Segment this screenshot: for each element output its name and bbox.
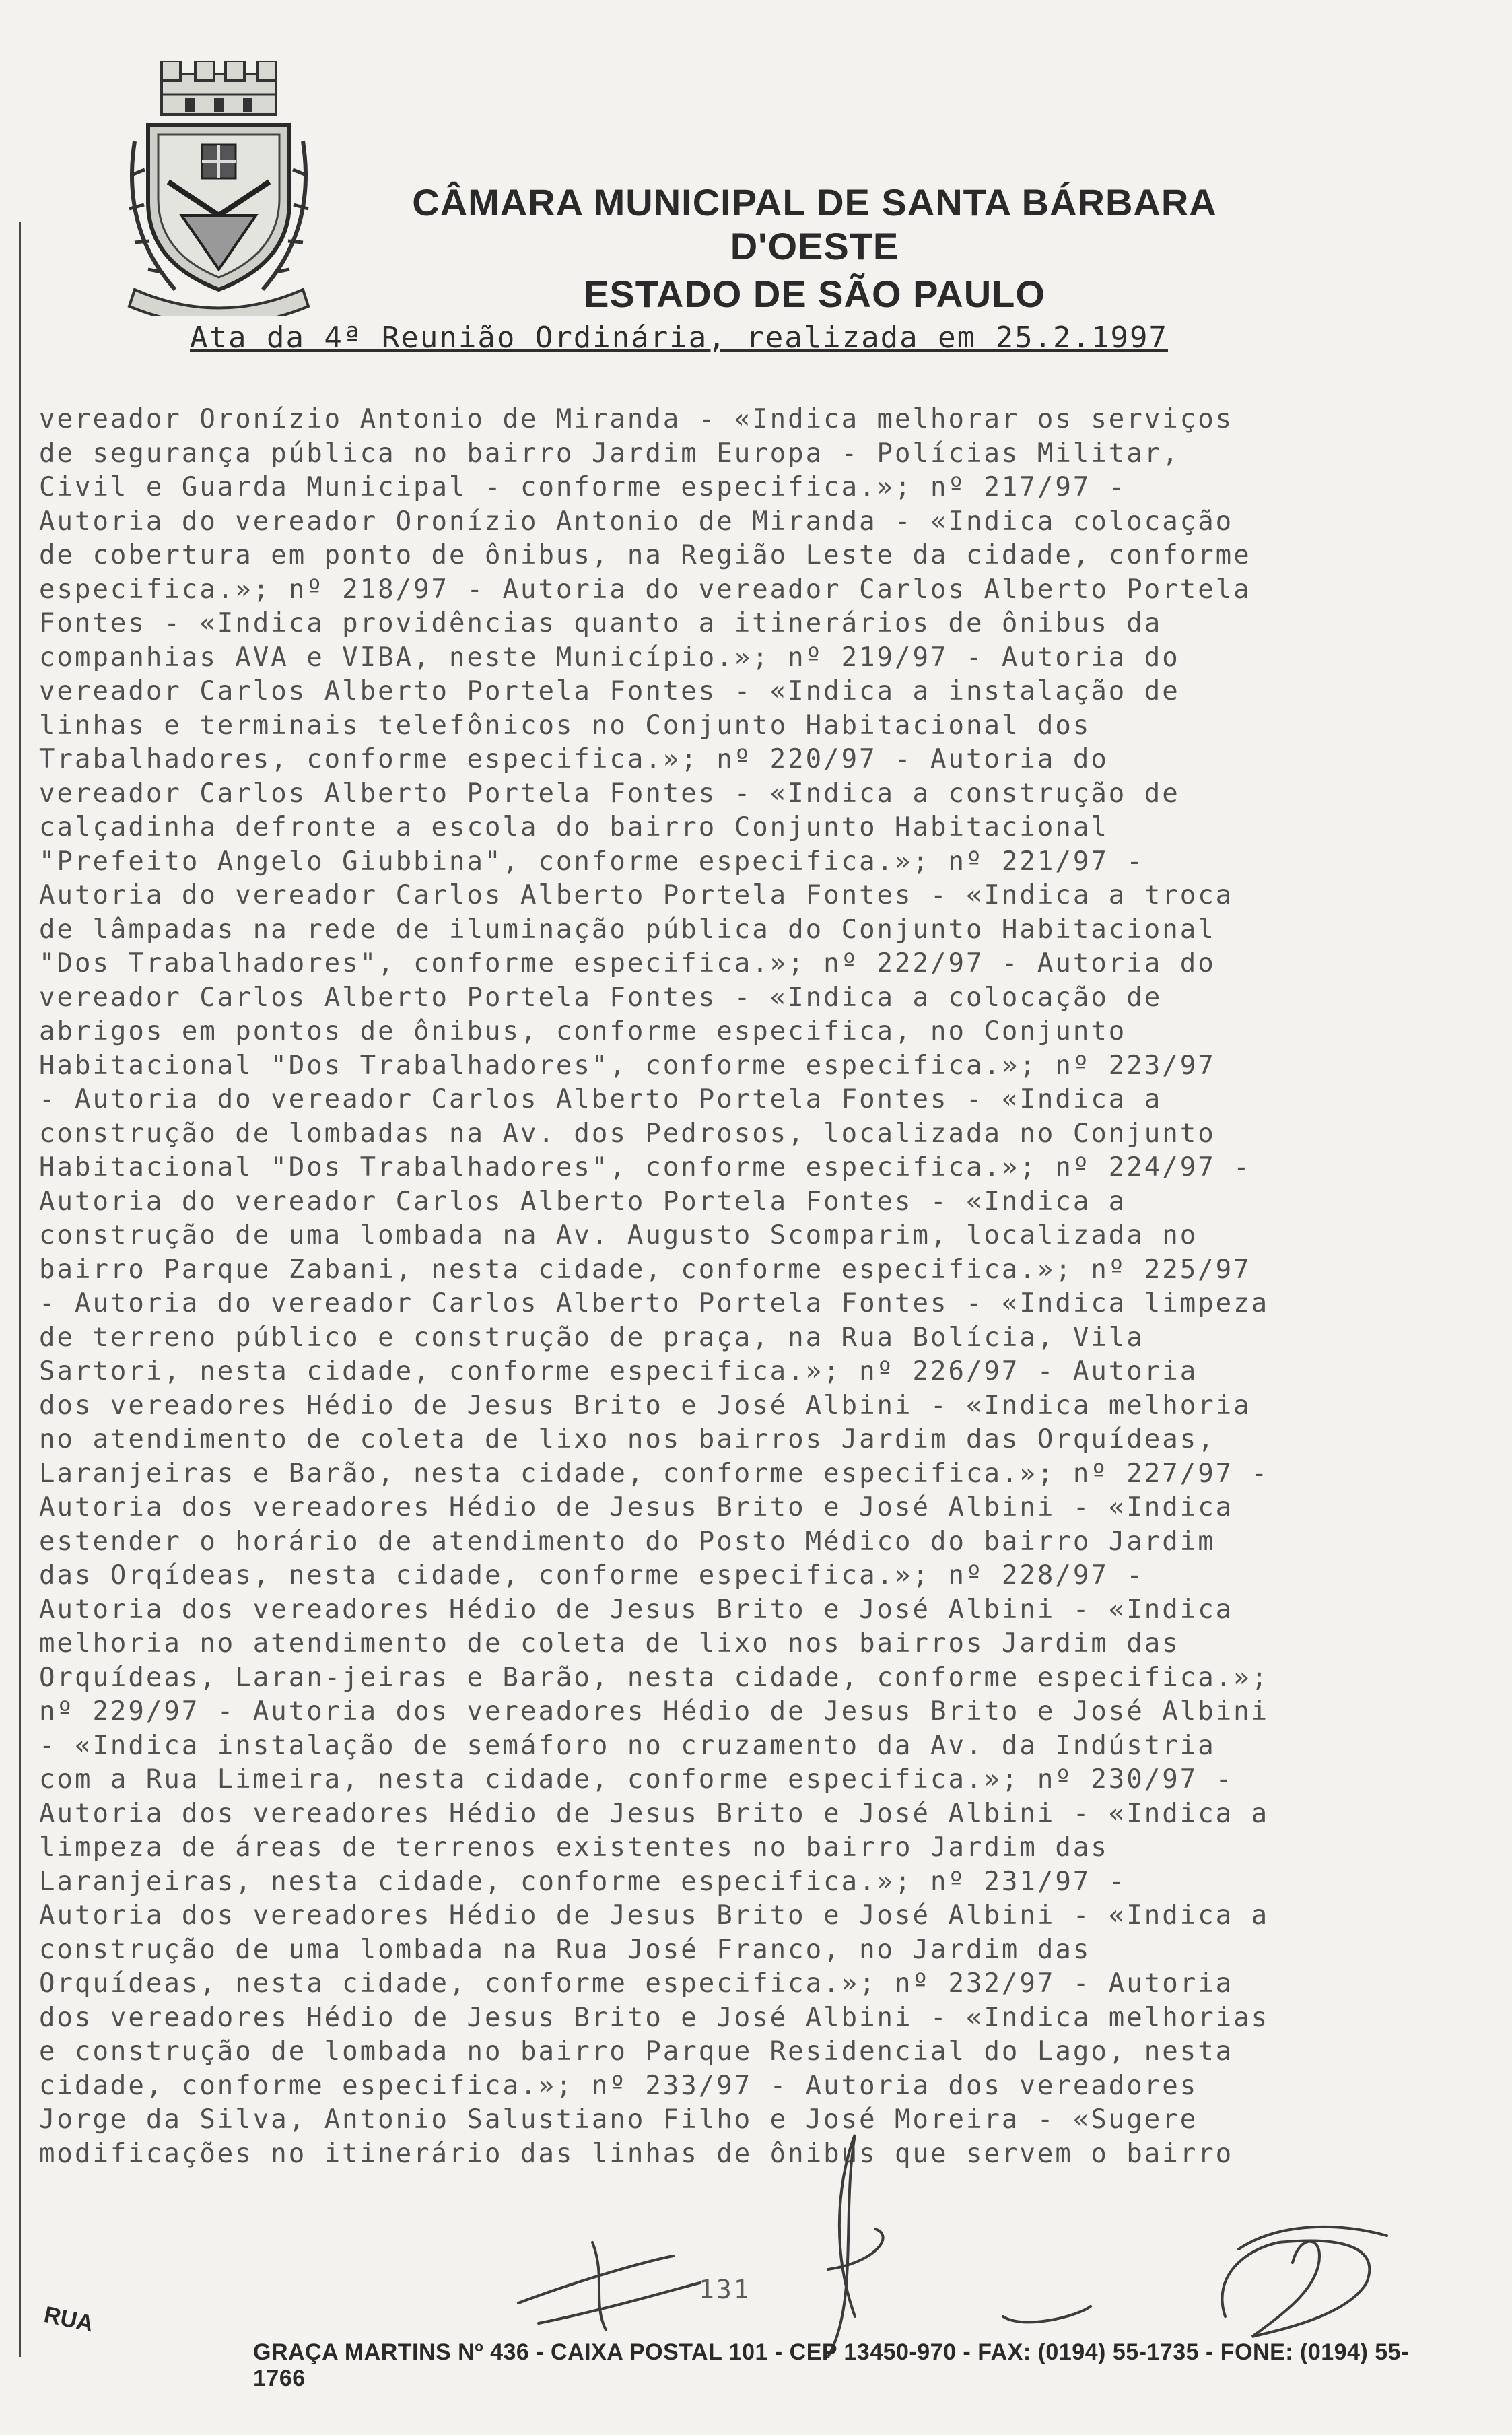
minutes-line: "Dos Trabalhadores", conforme especifica.»; nº 222/97 - Autoria do xyxy=(39,948,1216,978)
minutes-line: - Autoria do vereador Carlos Alberto Portela Fontes - «Indica a xyxy=(39,1084,1163,1114)
minutes-line: Habitacional "Dos Trabalhadores", conforme especifica.»; nº 223/97 xyxy=(39,1050,1216,1081)
minutes-line: Autoria do vereador Carlos Alberto Portela Fontes - «Indica a xyxy=(39,1186,1127,1217)
minutes-line: - Autoria do vereador Carlos Alberto Portela Fontes - «Indica limpeza xyxy=(39,1288,1270,1319)
minutes-line: especifica.»; nº 218/97 - Autoria do vereador Carlos Alberto Portela xyxy=(39,574,1251,605)
footer-contact: GRAÇA MARTINS Nº 436 - CAIXA POSTAL 101 - CEP 13450-970 - FAX: (0194) 55-1735 - FONE: (0194) 55-1766 xyxy=(253,2339,1409,2391)
footer-address xyxy=(42,2302,1461,2391)
organization-header xyxy=(377,180,1252,316)
minutes-line: Autoria dos vereadores Hédio de Jesus Brito e José Albini - «Indica a xyxy=(39,1798,1270,1829)
minutes-line: "Prefeito Angelo Giubbina", conforme especifica.»; nº 221/97 - xyxy=(39,846,1144,877)
minutes-line: - «Indica instalação de semáforo no cruzamento da Av. da Indústria xyxy=(39,1730,1216,1761)
minutes-line: de lâmpadas na rede de iluminação pública do Conjunto Habitacional xyxy=(39,914,1216,945)
organization-name: CÂMARA MUNICIPAL DE SANTA BÁRBARA D'OESTE xyxy=(412,181,1217,267)
minutes-line: vereador Carlos Alberto Portela Fontes - «Indica a instalação de xyxy=(39,676,1180,706)
minutes-line: Autoria dos vereadores Hédio de Jesus Brito e José Albini - «Indica xyxy=(39,1594,1234,1625)
minutes-line: companhias AVA e VIBA, neste Município.»; nº 219/97 - Autoria do xyxy=(39,642,1180,673)
page-number: 131 xyxy=(699,2275,751,2304)
minutes-line: vereador Oronízio Antonio de Miranda - «Indica melhorar os serviços xyxy=(39,404,1234,434)
minutes-line: calçadinha defronte a escola do bairro Conjunto Habitacional xyxy=(39,812,1109,842)
minutes-line: Orquídeas, Laran-jeiras e Barão, nesta cidade, conforme especifica.»; xyxy=(39,1662,1270,1693)
minutes-line: com a Rua Limeira, nesta cidade, conforme especifica.»; nº 230/97 - xyxy=(39,1764,1234,1795)
minutes-line: Laranjeiras, nesta cidade, conforme especifica.»; nº 231/97 - xyxy=(39,1866,1127,1897)
minutes-title: Ata da 4ª Reunião Ordinária, realizada em 25.2.1997 xyxy=(190,321,1169,355)
minutes-line: Autoria do vereador Oronízio Antonio de Miranda - «Indica colocação xyxy=(39,506,1234,537)
minutes-line: bairro Parque Zabani, nesta cidade, conforme especifica.»; nº 225/97 xyxy=(39,1254,1251,1285)
minutes-line: estender o horário de atendimento do Posto Médico do bairro Jardim xyxy=(39,1526,1216,1557)
footer-street-prefix: RUA xyxy=(42,2302,96,2337)
minutes-line: de terreno público e construção de praça, na Rua Bolícia, Vila xyxy=(39,1322,1144,1353)
minutes-line: modificações no itinerário das linhas de ônibus que servem o bairro xyxy=(39,2138,1234,2169)
minutes-line: Autoria dos vereadores Hédio de Jesus Brito e José Albini - «Indica xyxy=(39,1492,1234,1523)
minutes-line: construção de uma lombada na Rua José Franco, no Jardim das xyxy=(39,1934,1091,1965)
minutes-line: Civil e Guarda Municipal - conforme especifica.»; nº 217/97 - xyxy=(39,472,1127,502)
minutes-line: cidade, conforme especifica.»; nº 233/97 - Autoria dos vereadores xyxy=(39,2070,1198,2101)
minutes-line: no atendimento de coleta de lixo nos bairros Jardim das Orquídeas, xyxy=(39,1424,1216,1455)
minutes-line: Orquídeas, nesta cidade, conforme especifica.»; nº 232/97 - Autoria xyxy=(39,1968,1234,1999)
minutes-line: de cobertura em ponto de ônibus, na Região Leste da cidade, conforme xyxy=(39,540,1251,570)
minutes-line: Jorge da Silva, Antonio Salustiano Filho e José Moreira - «Sugere xyxy=(39,2104,1198,2135)
coat-of-arms-logo xyxy=(121,61,316,316)
minutes-line: Sartori, nesta cidade, conforme especifica.»; nº 226/97 - Autoria xyxy=(39,1356,1198,1387)
minutes-line: de segurança pública no bairro Jardim Europa - Polícias Militar, xyxy=(39,438,1180,469)
minutes-line: Autoria dos vereadores Hédio de Jesus Brito e José Albini - «Indica a xyxy=(39,1900,1270,1931)
minutes-line: e construção de lombada no bairro Parque Residencial do Lago, nesta xyxy=(39,2036,1234,2067)
minutes-line: das Orqídeas, nesta cidade, conforme especifica.»; nº 228/97 - xyxy=(39,1560,1144,1591)
minutes-line: construção de uma lombada na Av. Augusto Scomparim, localizada no xyxy=(39,1220,1198,1250)
organization-state: ESTADO DE SÃO PAULO xyxy=(584,273,1045,315)
minutes-body xyxy=(39,403,1439,2171)
minutes-line: Autoria do vereador Carlos Alberto Portela Fontes - «Indica a troca xyxy=(39,880,1234,910)
minutes-line: limpeza de áreas de terrenos existentes no bairro Jardim das xyxy=(39,1832,1109,1863)
minutes-line: vereador Carlos Alberto Portela Fontes - «Indica a colocação de xyxy=(39,982,1163,1013)
minutes-line: Trabalhadores, conforme especifica.»; nº 220/97 - Autoria do xyxy=(39,744,1109,774)
minutes-line: abrigos em pontos de ônibus, conforme especifica, no Conjunto xyxy=(39,1016,1127,1046)
left-margin-line xyxy=(19,222,21,2357)
minutes-line: dos vereadores Hédio de Jesus Brito e José Albini - «Indica melhorias xyxy=(39,2002,1270,2033)
minutes-line: Fontes - «Indica providências quanto a itinerários de ônibus da xyxy=(39,608,1163,638)
minutes-line: nº 229/97 - Autoria dos vereadores Hédio de Jesus Brito e José Albini xyxy=(39,1696,1270,1727)
minutes-line: vereador Carlos Alberto Portela Fontes - «Indica a construção de xyxy=(39,778,1180,809)
minutes-line: dos vereadores Hédio de Jesus Brito e José Albini - «Indica melhoria xyxy=(39,1390,1251,1421)
minutes-line: Laranjeiras e Barão, nesta cidade, conforme especifica.»; nº 227/97 - xyxy=(39,1458,1270,1489)
minutes-line: construção de lombadas na Av. dos Pedrosos, localizada no Conjunto xyxy=(39,1118,1216,1149)
minutes-line: Habitacional "Dos Trabalhadores", conforme especifica.»; nº 224/97 - xyxy=(39,1152,1251,1182)
minutes-line: melhoria no atendimento de coleta de lixo nos bairros Jardim das xyxy=(39,1628,1180,1659)
minutes-line: linhas e terminais telefônicos no Conjunto Habitacional dos xyxy=(39,710,1091,741)
